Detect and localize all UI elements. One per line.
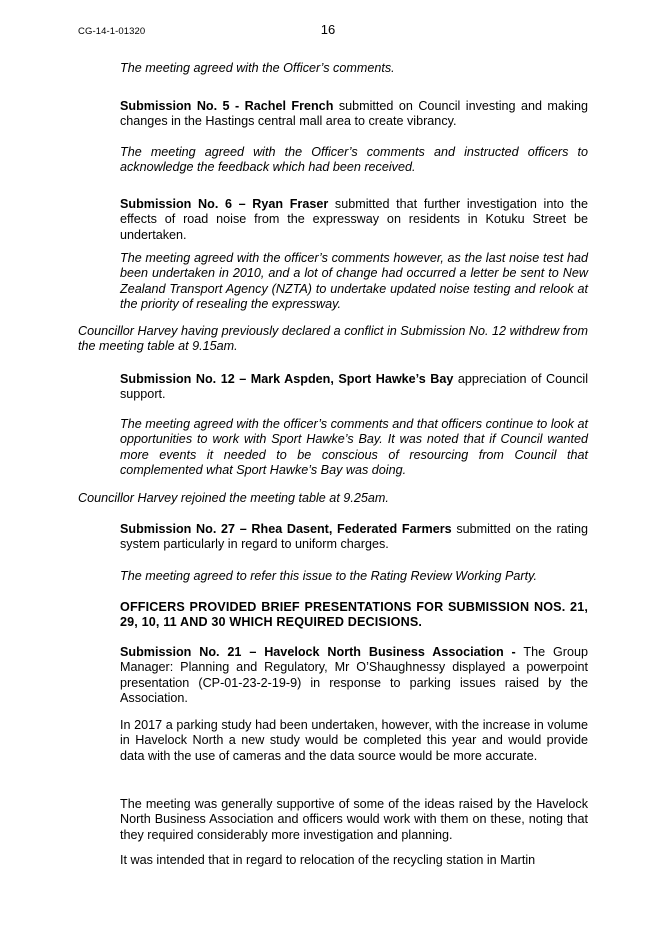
submission-12-heading: Submission No. 12 – Mark Aspden, Sport Hawke’s Bay bbox=[120, 372, 454, 386]
conflict-withdrawal-note: Councillor Harvey having previously declared a conflict in Submission No. 12 withdrew from the meeting table at 9.15am. bbox=[78, 324, 588, 354]
submission-21-heading: Submission No. 21 – Havelock North Business Association - bbox=[120, 645, 516, 659]
submission-27-text: submitted on the rating system particularly in regard to uniform charges. bbox=[120, 522, 588, 552]
rejoined-note: Councillor Harvey rejoined the meeting table at 9.25am. bbox=[78, 491, 389, 505]
submission-6-text: submitted that further investigation into the effects of road noise from the expressway on residents in Kotuku Street be undertaken. bbox=[120, 197, 588, 242]
submission-21-text: The Group Manager: Planning and Regulatory, Mr O’Shaughnessy displayed a powerpoint presentation (CP-01-23-2-19-9) in response to parking issues raised by the Association. bbox=[120, 645, 588, 706]
submission-5-text: submitted on Council investing and making changes in the Hastings central mall area to create vibrancy. bbox=[120, 99, 588, 129]
submission-21 bbox=[120, 645, 588, 707]
submission-27 bbox=[120, 522, 588, 553]
submission-6-heading: Submission No. 6 – Ryan Fraser bbox=[120, 197, 329, 211]
resolution-officer-comments-1: The meeting agreed with the Officer’s comments. bbox=[120, 61, 395, 75]
resolution-submission-5: The meeting agreed with the Officer’s comments and instructed officers to acknowledge the feedback which had been received. bbox=[120, 145, 588, 175]
resolution-submission-27: The meeting agreed to refer this issue to the Rating Review Working Party. bbox=[120, 569, 537, 583]
submission-12 bbox=[120, 372, 588, 403]
recycling-station-paragraph: It was intended that in regard to relocation of the recycling station in Martin bbox=[120, 853, 536, 867]
parking-study-paragraph: In 2017 a parking study had been undertaken, however, with the increase in volume in Havelock North a new study would be completed this year and would provide data with the use of cameras and the data source would be more accurate. bbox=[120, 718, 588, 763]
meeting-support-paragraph: The meeting was generally supportive of some of the ideas raised by the Havelock North Business Association and officers would work with them on these, noting that they required considerably more investigation and planning. bbox=[120, 797, 588, 842]
resolution-submission-6: The meeting agreed with the officer’s comments however, as the last noise test had been undertaken in 2010, and a lot of change had occurred a letter be sent to New Zealand Transport Agency (NZTA) to undertake updated noise testing and relook at the priority of resealing the expressway. bbox=[120, 251, 588, 312]
submission-5-heading: Submission No. 5 - Rachel French bbox=[120, 99, 334, 113]
submission-27-heading: Submission No. 27 – Rhea Dasent, Federated Farmers bbox=[120, 522, 452, 536]
document-reference: CG-14-1-01320 bbox=[78, 26, 146, 37]
submission-5 bbox=[120, 99, 588, 130]
page-number: 16 bbox=[320, 22, 336, 37]
resolution-submission-12: The meeting agreed with the officer’s comments and that officers continue to look at opportunities to work with Sport Hawke’s Bay. It was noted that if Council wanted more events it needed to be conscious of resourcing from Council that complemented what Sport Hawke’s Bay was doing. bbox=[120, 417, 588, 478]
section-heading-presentations: OFFICERS PROVIDED BRIEF PRESENTATIONS FOR SUBMISSION NOS. 21, 29, 10, 11 AND 30 WHICH REQUIRED DECISIONS. bbox=[120, 600, 588, 630]
submission-12-text: appreciation of Council support. bbox=[120, 372, 588, 402]
submission-6 bbox=[120, 197, 588, 243]
